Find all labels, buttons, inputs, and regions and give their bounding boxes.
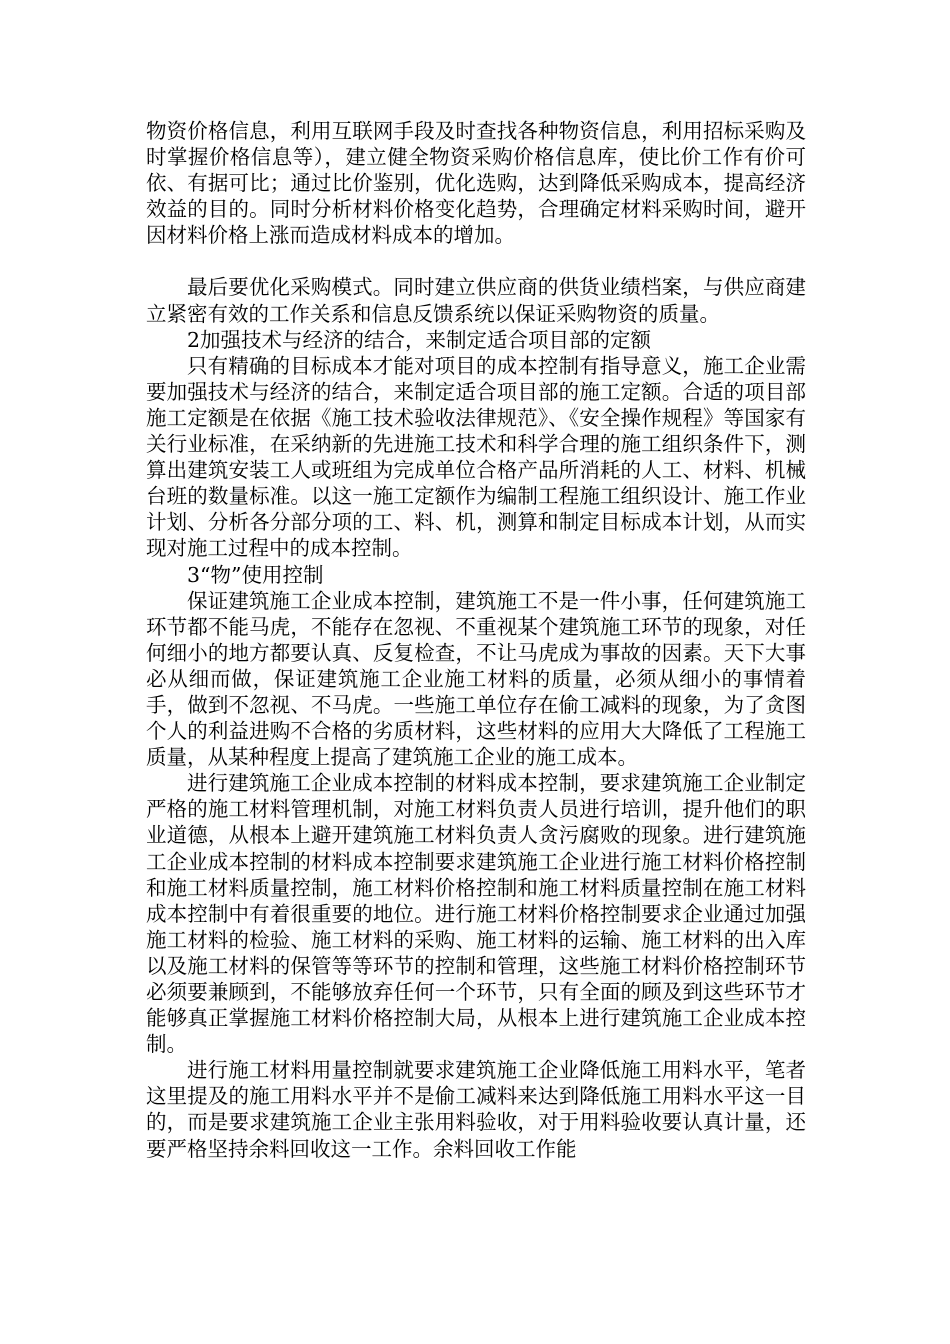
heading-section-3: 3“物”使用控制: [187, 562, 324, 587]
paragraph-optimize-procurement: 最后要优化采购模式。同时建立供应商的供货业绩档案，与供应商建立紧密有效的工作关系和信息反馈系统以保证采购物资的质量。: [146, 275, 806, 326]
paragraph-construction-quota: 只有精确的目标成本才能对项目的成本控制有指导意义，施工企业需要加强技术与经济的结合，来制定适合项目部的施工定额。合适的项目部施工定额是在依据《施工技术验收法律规范》、《安全操作规程》等国家有关行业标准，在采纳新的先进施工技术和科学合理的施工组织条件下，测算出建筑安装工人或班组为完成单位合格产品所消耗的人工、材料、机械台班的数量标准。以这一施工定额作为编制工程施工组织设计、施工作业计划、分析各分部分项的工、料、机，测算和制定目标成本计划，从而实现对施工过程中的成本控制。: [146, 353, 806, 561]
document-body: [146, 118, 806, 1162]
paragraph-material-price-info: 物资价格信息，利用互联网手段及时查找各种物资信息，利用招标采购及时掌握价格信息等），建立健全物资采购价格信息库，使比价工作有价可依、有据可比；通过比价鉴别，优化选购，达到降低采购成本，提高经济效益的目的。同时分析材料价格变化趋势，合理确定材料采购时间，避开因材料价格上涨而造成材料成本的增加。: [146, 119, 806, 248]
paragraph-material-usage-control: 进行施工材料用量控制就要求建筑施工企业降低施工用料水平，笔者这里提及的施工用料水平并不是偷工减料来达到降低施工用料水平这一目的，而是要求建筑施工企业主张用料验收，对于用料验收要认真计量，还要严格坚持余料回收这一工作。余料回收工作能: [146, 1058, 806, 1161]
heading-section-2: 2加强技术与经济的结合，来制定适合项目部的定额: [187, 327, 652, 352]
paragraph-material-cost-control: 进行建筑施工企业成本控制的材料成本控制，要求建筑施工企业制定严格的施工材料管理机制，对施工材料负责人员进行培训，提升他们的职业道德，从根本上避开建筑施工材料负责人贪污腐败的现象。进行建筑施工企业成本控制的材料成本控制要求建筑施工企业进行施工材料价格控制和施工材料质量控制，施工材料价格控制和施工材料质量控制在施工材料成本控制中有着很重要的地位。进行施工材料价格控制要求企业通过加强施工材料的检验、施工材料的采购、施工材料的运输、施工材料的出入库以及施工材料的保管等等环节的控制和管理，这些施工材料价格控制环节必须要兼顾到，不能够放弃任何一个环节，只有全面的顾及到这些环节才能够真正掌握施工材料价格控制大局，从根本上进行建筑施工企业成本控制。: [146, 771, 806, 1057]
paragraph-quality-control: 保证建筑施工企业成本控制，建筑施工不是一件小事，任何建筑施工环节都不能马虎，不能存在忽视、不重视某个建筑施工环节的现象，对任何细小的地方都要认真、反复检查，不让马虎成为事故的因素。天下大事必从细而做，保证建筑施工企业施工材料的质量，必须从细小的事情着手，做到不忽视、不马虎。一些施工单位存在偷工减料的现象，为了贪图个人的利益进购不合格的劣质材料，这些材料的应用大大降低了工程施工质量，从某种程度上提高了建筑施工企业的施工成本。: [146, 588, 806, 770]
